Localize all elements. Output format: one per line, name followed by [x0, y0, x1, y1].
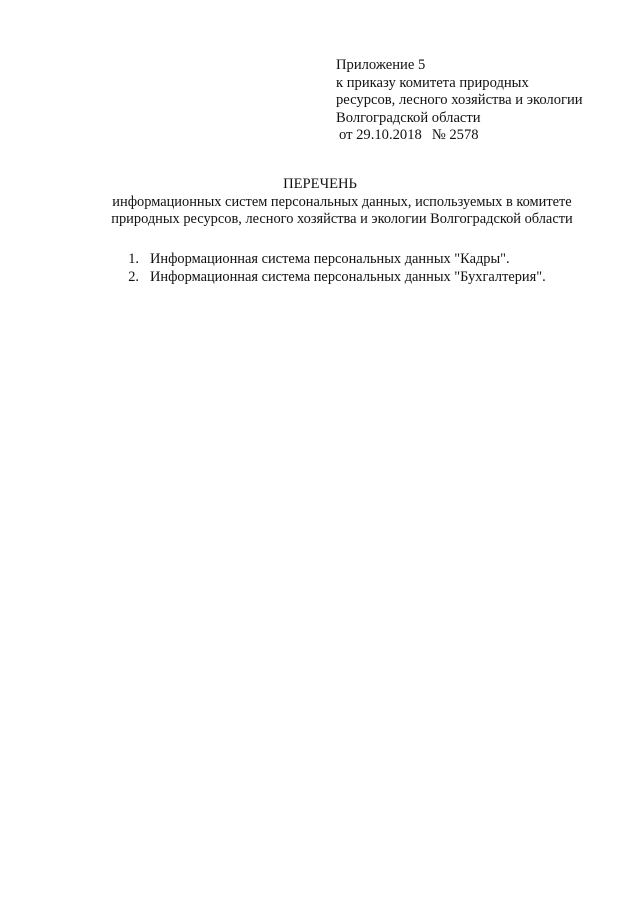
document-heading: ПЕРЕЧЕНЬ — [283, 176, 357, 192]
appendix-number: № 2578 — [431, 127, 479, 144]
document-subtitle — [96, 194, 588, 229]
list-item — [116, 268, 546, 286]
appendix-title: Приложение 5 — [336, 57, 426, 73]
list-item-number: 2. — [128, 269, 139, 285]
document-subtitle-line-1: информационных систем персональных данных, используемых в комитете — [112, 194, 572, 210]
list-item-number: 1. — [128, 251, 139, 267]
appendix-date: от 29.10.2018 — [339, 127, 422, 144]
appendix-header — [336, 57, 626, 145]
appendix-committee-line: ресурсов, лесного хозяйства и экологии — [336, 92, 583, 109]
list-item-text: Информационная система персональных данных "Бухгалтерия". — [150, 269, 546, 285]
appendix-region-line: Волгоградской области — [336, 109, 481, 126]
appendix-order-line: к приказу комитета природных — [336, 74, 529, 91]
list-item — [116, 250, 546, 268]
appendix-date-line — [339, 127, 626, 145]
systems-list — [116, 250, 546, 286]
document-subtitle-line-2: природных ресурсов, лесного хозяйства и экологии Волгоградской области — [111, 211, 573, 228]
list-item-text: Информационная система персональных данных "Кадры". — [150, 251, 510, 267]
